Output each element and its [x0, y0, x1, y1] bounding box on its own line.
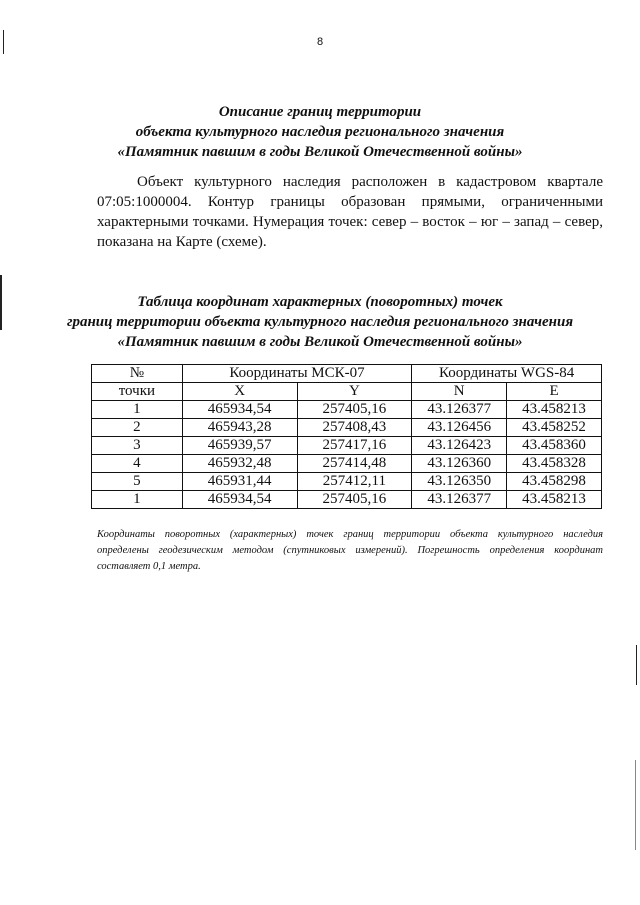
- footnote-line: определены геодезическим методом (спутниковых измерений). Погрешность определения координат: [97, 545, 603, 556]
- header-x: X: [182, 383, 297, 401]
- header-point-number: №: [92, 365, 183, 383]
- cell-e: 43.458298: [507, 473, 602, 491]
- cell-n: 43.126456: [412, 419, 507, 437]
- cell-y: 257405,16: [297, 401, 412, 419]
- cell-point: 4: [92, 455, 183, 473]
- cell-n: 43.126377: [412, 401, 507, 419]
- cell-x: 465934,54: [182, 401, 297, 419]
- table-row: [92, 401, 602, 419]
- table-heading-line: «Памятник павшим в годы Великой Отечественной войны»: [117, 334, 523, 350]
- cell-y: 257405,16: [297, 491, 412, 509]
- cell-y: 257417,16: [297, 437, 412, 455]
- scan-edge-mark-right-lower: [635, 760, 636, 850]
- header-point-label: точки: [92, 383, 183, 401]
- cell-e: 43.458252: [507, 419, 602, 437]
- cell-point: 2: [92, 419, 183, 437]
- paragraph-line: характерными точками. Нумерация точек: север – восток – юг – запад – север,: [97, 214, 603, 230]
- cell-e: 43.458213: [507, 401, 602, 419]
- table-row: [92, 455, 602, 473]
- table-heading-line: Таблица координат характерных (поворотных) точек: [137, 294, 503, 310]
- header-n: N: [412, 383, 507, 401]
- paragraph-line: показана на Карте (схеме).: [97, 234, 267, 250]
- scan-edge-mark-right: [636, 645, 637, 685]
- cell-y: 257412,11: [297, 473, 412, 491]
- cell-x: 465932,48: [182, 455, 297, 473]
- table-heading-line: границ территории объекта культурного наследия регионального значения: [66, 314, 574, 330]
- header-e: E: [507, 383, 602, 401]
- coordinates-table: [91, 364, 602, 509]
- cell-x: 465934,54: [182, 491, 297, 509]
- page-number: 8: [316, 36, 324, 48]
- table-row: [92, 437, 602, 455]
- description-heading: [0, 102, 640, 162]
- table-subheader-row: [92, 383, 602, 401]
- cell-n: 43.126377: [412, 491, 507, 509]
- cell-y: 257414,48: [297, 455, 412, 473]
- cell-e: 43.458213: [507, 491, 602, 509]
- cell-point: 5: [92, 473, 183, 491]
- description-paragraph: [97, 172, 603, 252]
- table-header-row: [92, 365, 602, 383]
- header-y: Y: [297, 383, 412, 401]
- cell-e: 43.458328: [507, 455, 602, 473]
- cell-x: 465931,44: [182, 473, 297, 491]
- table-heading: [0, 292, 640, 352]
- cell-x: 465943,28: [182, 419, 297, 437]
- footnote-line: Координаты поворотных (характерных) точек границ территории объекта культурного наследия: [97, 529, 603, 540]
- cell-n: 43.126423: [412, 437, 507, 455]
- footnote: [97, 527, 603, 575]
- cell-n: 43.126350: [412, 473, 507, 491]
- paragraph-line: 07:05:1000004. Контур границы образован прямыми, ограниченными: [97, 194, 603, 210]
- paragraph-line: Объект культурного наследия расположен в кадастровом квартале: [137, 174, 603, 190]
- table-row: [92, 491, 602, 509]
- cell-n: 43.126360: [412, 455, 507, 473]
- footnote-line: составляет 0,1 метра.: [97, 561, 201, 572]
- table-row: [92, 473, 602, 491]
- cell-point: 1: [92, 491, 183, 509]
- cell-point: 1: [92, 401, 183, 419]
- header-msk07-group: Координаты МСК-07: [182, 365, 412, 383]
- cell-x: 465939,57: [182, 437, 297, 455]
- table-row: [92, 419, 602, 437]
- cell-e: 43.458360: [507, 437, 602, 455]
- cell-point: 3: [92, 437, 183, 455]
- description-heading-line: «Памятник павшим в годы Великой Отечественной войны»: [117, 144, 523, 160]
- header-wgs84-group: Координаты WGS-84: [412, 365, 602, 383]
- cell-y: 257408,43: [297, 419, 412, 437]
- description-heading-line: Описание границ территории: [218, 104, 422, 120]
- description-heading-line: объекта культурного наследия регионального значения: [135, 124, 505, 140]
